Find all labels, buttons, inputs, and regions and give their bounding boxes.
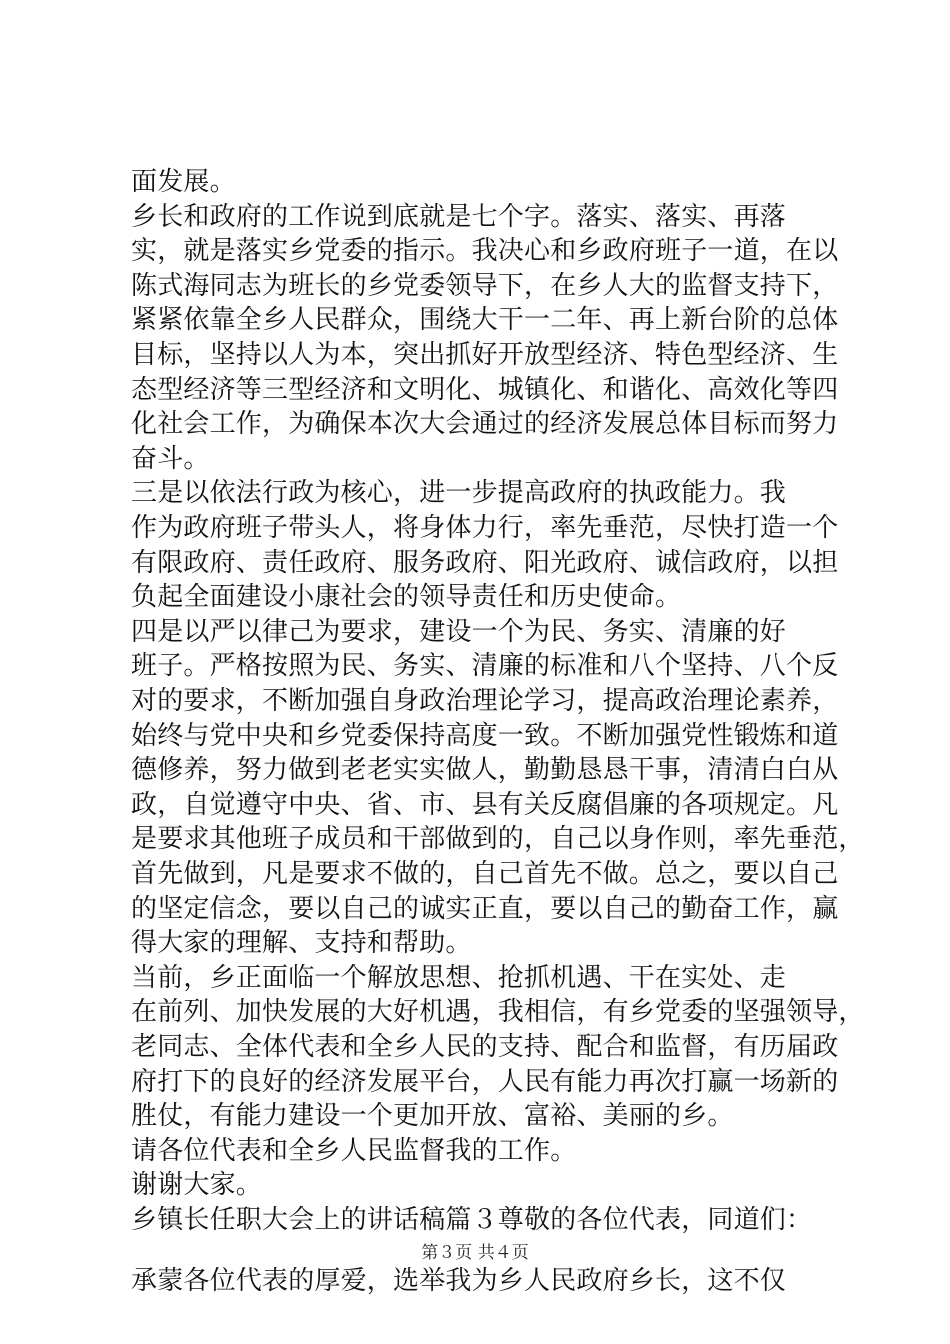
- text-line: 谢谢大家。: [131, 1170, 263, 1201]
- text-line: 面发展。: [131, 167, 236, 197]
- text-line: 当前，乡正面临一个解放思想、抢抓机遇、干在实处、走: [131, 962, 787, 993]
- text-line: 请各位代表和全乡人民监督我的工作。: [131, 1135, 577, 1166]
- text-line: 首先做到，凡是要求不做的，自己首先不做。总之，要以自己: [131, 859, 839, 889]
- text-line: 是要求其他班子成员和干部做到的，自己以身作则，率先垂范，: [131, 824, 865, 855]
- text-line: 乡镇长任职大会上的讲话稿篇３尊敬的各位代表，同道们：: [131, 1205, 813, 1235]
- text-line: 乡长和政府的工作说到底就是七个字。落实、落实、再落: [131, 201, 787, 232]
- text-line: 有限政府、责任政府、服务政府、阳光政府、诚信政府，以担: [131, 547, 839, 578]
- text-line: 负起全面建设小康社会的领导责任和历史使命。: [131, 582, 682, 613]
- text-line: 目标，坚持以人为本，突出抓好开放型经济、特色型经济、生: [131, 340, 839, 370]
- text-line: 始终与党中央和乡党委保持高度一致。不断加强党性锻炼和道: [131, 720, 839, 751]
- text-line: 班子。严格按照为民、务实、清廉的标准和八个坚持、八个反: [131, 651, 839, 682]
- text-line: 德修养，努力做到老老实实做人，勤勤恳恳干事，清清白白从: [131, 755, 839, 786]
- text-line: 紧紧依靠全乡人民群众，围绕大干一二年、再上新台阶的总体: [131, 305, 839, 336]
- text-line: 陈式海同志为班长的乡党委领导下，在乡人大的监督支持下，: [131, 270, 839, 301]
- text-line: 胜仗，有能力建设一个更加开放、富裕、美丽的乡。: [131, 1101, 734, 1132]
- text-line: 老同志、全体代表和全乡人民的支持、配合和监督，有历届政: [131, 1032, 839, 1062]
- text-line: 作为政府班子带头人，将身体力行，率先垂范，尽快打造一个: [131, 513, 839, 543]
- text-line: 态型经济等三型经济和文明化、城镇化、和谐化、高效化等四: [131, 374, 839, 405]
- text-line: 四是以严以律己为要求，建设一个为民、务实、清廉的好: [131, 616, 787, 647]
- text-line: 对的要求，不断加强自身政治理论学习，提高政治理论素养，: [131, 686, 839, 716]
- text-line: 政，自觉遵守中央、省、市、县有关反腐倡廉的各项规定。凡: [131, 789, 839, 820]
- page-footer: 第３页 共４页: [421, 1243, 529, 1263]
- text-line: 化社会工作，为确保本次大会通过的经济发展总体目标而努力: [131, 409, 839, 440]
- text-line: 承蒙各位代表的厚爱，选举我为乡人民政府乡长，这不仅: [131, 1265, 787, 1296]
- text-line: 奋斗。: [131, 443, 210, 474]
- text-line: 在前列、加快发展的大好机遇，我相信，有乡党委的坚强领导，: [131, 997, 865, 1028]
- text-line: 实，就是落实乡党委的指示。我决心和乡政府班子一道，在以: [131, 236, 839, 267]
- text-line: 三是以依法行政为核心，进一步提高政府的执政能力。我: [131, 478, 787, 509]
- text-line: 得大家的理解、支持和帮助。: [131, 928, 472, 959]
- text-line: 的坚定信念，要以自己的诚实正直，要以自己的勤奋工作，赢: [131, 893, 839, 924]
- text-line: 府打下的良好的经济发展平台，人民有能力再次打赢一场新的: [131, 1066, 839, 1097]
